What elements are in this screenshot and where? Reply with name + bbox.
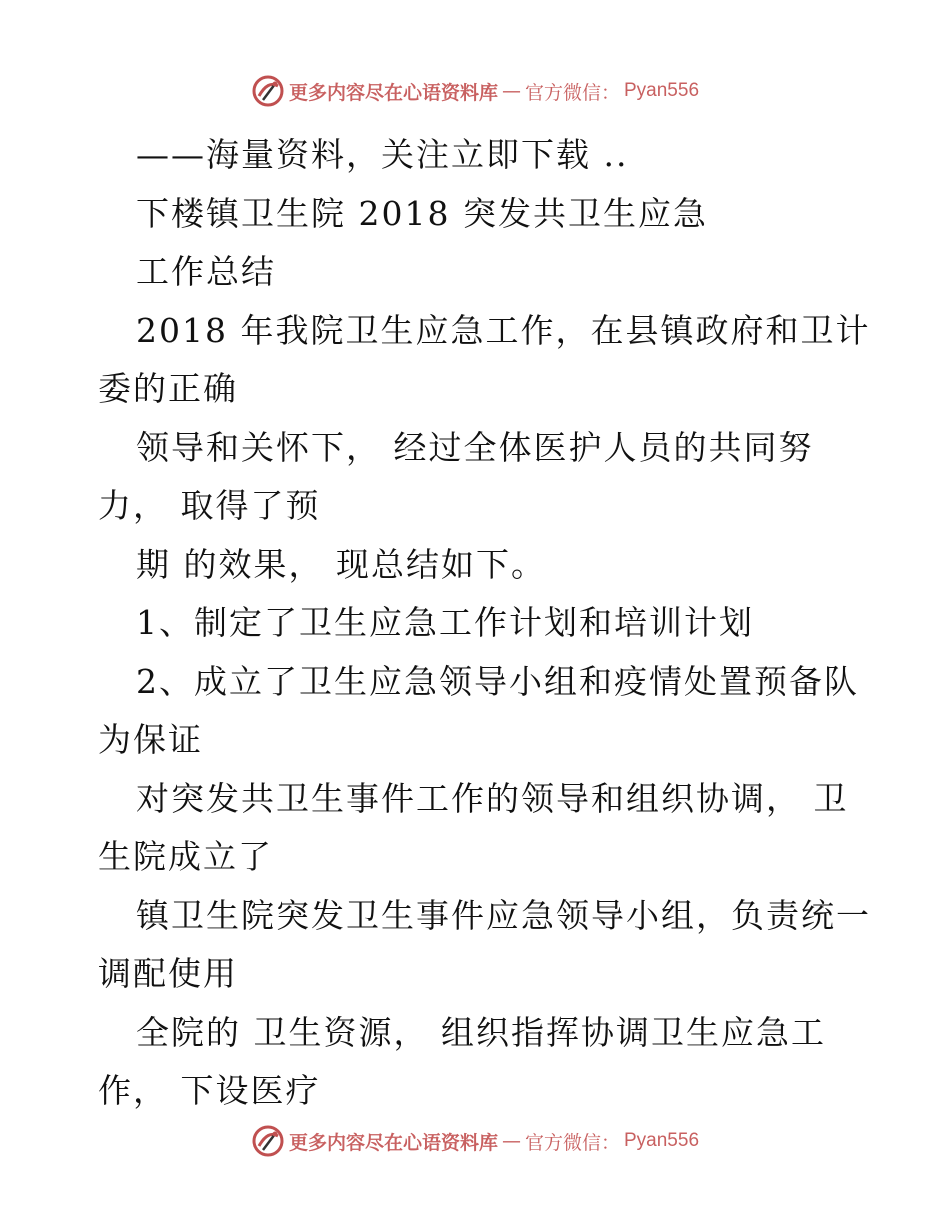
text-line: 工作总结 (136, 252, 276, 291)
watermark-wechat-label: 官方微信： (524, 81, 620, 104)
watermark-wechat-label: 官方微信： (524, 1131, 620, 1154)
watermark-dash: — (501, 1130, 521, 1152)
text-line: 期 的效果， 现总结如下。 (136, 544, 546, 584)
text-line: 2、成立了卫生应急领导小组和疫情处置预备队 (136, 661, 859, 701)
footer-watermark (0, 1124, 950, 1158)
text-line: 2018 年我院卫生应急工作，在县镇政府和卫计 (136, 310, 871, 350)
watermark-wechat-id: Pyan556 (624, 80, 700, 101)
text-line: 领导和关怀下， 经过全体医护人员的共同努 (136, 427, 814, 467)
text-line: 生院成立了 (98, 837, 273, 876)
text-line: 力， 取得了预 (98, 486, 321, 525)
text-line: 作， 下设医疗 (98, 1071, 321, 1110)
text-line: ——海量资料，关注立即下载 .. (136, 135, 629, 174)
text-line: 下楼镇卫生院 2018 突发共卫生应急 (136, 193, 708, 233)
brand-logo-icon (251, 74, 285, 108)
watermark-dash: — (501, 80, 521, 102)
text-line: 为保证 (98, 720, 203, 759)
watermark-wechat-id: Pyan556 (624, 1130, 700, 1151)
header-watermark (0, 74, 950, 108)
brand-logo-icon (251, 1124, 285, 1158)
watermark-text: 更多内容尽在心语资料库 (288, 1131, 498, 1154)
text-line: 1、制定了卫生应急工作计划和培训计划 (136, 603, 754, 642)
text-line: 全院的 卫生资源， 组织指挥协调卫生应急工 (136, 1012, 826, 1052)
text-line: 委的正确 (98, 369, 238, 408)
text-line: 镇卫生院突发卫生事件应急领导小组，负责统一 (136, 895, 871, 935)
text-line: 调配使用 (98, 954, 238, 993)
document-body (98, 126, 871, 1121)
watermark-text: 更多内容尽在心语资料库 (288, 81, 498, 104)
text-line: 对突发共卫生事件工作的领导和组织协调， 卫 (136, 778, 849, 818)
